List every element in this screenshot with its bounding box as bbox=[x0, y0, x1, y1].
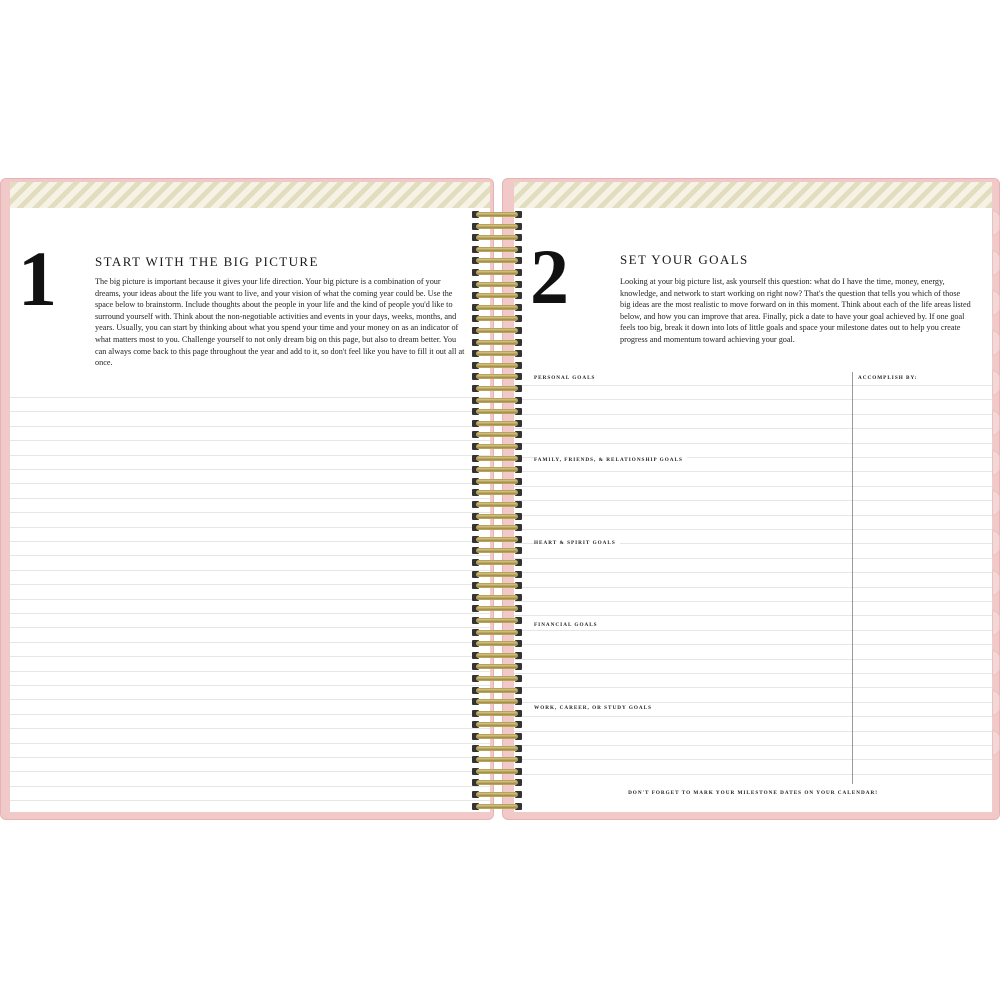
spiral-coil bbox=[472, 442, 522, 451]
writing-line bbox=[10, 627, 490, 628]
writing-line bbox=[514, 615, 992, 616]
spiral-coil bbox=[472, 314, 522, 323]
spiral-coil bbox=[472, 570, 522, 579]
spiral-coil bbox=[472, 616, 522, 625]
spiral-coil bbox=[472, 500, 522, 509]
writing-line bbox=[514, 486, 992, 487]
writing-line bbox=[10, 800, 490, 801]
spiral-coil bbox=[472, 338, 522, 347]
spiral-coil bbox=[472, 628, 522, 637]
writing-line bbox=[514, 443, 992, 444]
section-label-personal: PERSONAL GOALS bbox=[534, 375, 599, 381]
step-number: 2 bbox=[530, 233, 569, 320]
writing-line bbox=[10, 411, 490, 412]
writing-line bbox=[514, 399, 992, 400]
spiral-coil bbox=[472, 361, 522, 370]
writing-line bbox=[514, 716, 992, 717]
spiral-coil bbox=[472, 790, 522, 799]
writing-line bbox=[514, 587, 992, 588]
writing-line bbox=[10, 397, 490, 398]
writing-line bbox=[10, 599, 490, 600]
spiral-coil bbox=[472, 268, 522, 277]
spiral-coil bbox=[472, 291, 522, 300]
writing-line bbox=[10, 728, 490, 729]
spiral-coil bbox=[472, 778, 522, 787]
spiral-coil bbox=[472, 651, 522, 660]
divider-tab[interactable] bbox=[992, 650, 1000, 676]
writing-line bbox=[514, 702, 992, 703]
writing-line bbox=[10, 642, 490, 643]
writing-line bbox=[10, 613, 490, 614]
spiral-coil bbox=[472, 732, 522, 741]
divider-tab[interactable] bbox=[992, 690, 1000, 716]
writing-line bbox=[10, 685, 490, 686]
writing-line bbox=[514, 572, 992, 573]
spiral-coil bbox=[472, 210, 522, 219]
spiral-coil bbox=[472, 686, 522, 695]
section-label-heart: HEART & SPIRIT GOALS bbox=[534, 540, 620, 546]
spiral-coil bbox=[472, 639, 522, 648]
writing-line bbox=[10, 426, 490, 427]
writing-line bbox=[514, 471, 992, 472]
spiral-coil bbox=[472, 662, 522, 671]
right-page bbox=[514, 182, 992, 812]
writing-line bbox=[514, 644, 992, 645]
left-page bbox=[10, 182, 490, 812]
divider-tab[interactable] bbox=[992, 370, 1000, 396]
writing-line bbox=[514, 601, 992, 602]
writing-line bbox=[10, 699, 490, 700]
accomplish-by-label: ACCOMPLISH BY: bbox=[858, 375, 918, 381]
spiral-coil bbox=[472, 419, 522, 428]
divider-tab[interactable] bbox=[992, 570, 1000, 596]
writing-line bbox=[514, 529, 992, 530]
spiral-coil bbox=[472, 349, 522, 358]
spiral-coil bbox=[472, 767, 522, 776]
divider-tab[interactable] bbox=[992, 290, 1000, 316]
writing-line bbox=[10, 455, 490, 456]
spiral-coil bbox=[472, 593, 522, 602]
writing-line bbox=[514, 774, 992, 775]
spiral-coil bbox=[472, 720, 522, 729]
writing-line bbox=[10, 714, 490, 715]
writing-line bbox=[514, 659, 992, 660]
spiral-coil bbox=[472, 430, 522, 439]
spiral-coil bbox=[472, 744, 522, 753]
writing-line bbox=[514, 673, 992, 674]
page-title: SET YOUR GOALS bbox=[620, 252, 749, 267]
section-label-family: FAMILY, FRIENDS, & RELATIONSHIP GOALS bbox=[534, 457, 687, 463]
divider-tab[interactable] bbox=[992, 210, 1000, 236]
divider-tab[interactable] bbox=[992, 410, 1000, 436]
writing-line bbox=[10, 656, 490, 657]
writing-line bbox=[10, 483, 490, 484]
writing-line bbox=[514, 515, 992, 516]
divider-tabs bbox=[992, 210, 1000, 810]
writing-line bbox=[10, 555, 490, 556]
spiral-coil bbox=[472, 709, 522, 718]
writing-line bbox=[10, 469, 490, 470]
spiral-coil bbox=[472, 674, 522, 683]
writing-line bbox=[514, 731, 992, 732]
writing-line bbox=[10, 440, 490, 441]
page-title: START WITH THE BIG PICTURE bbox=[95, 254, 319, 269]
divider-tab[interactable] bbox=[992, 490, 1000, 516]
writing-line bbox=[10, 584, 490, 585]
spiral-coil bbox=[472, 396, 522, 405]
section-label-financial: FINANCIAL GOALS bbox=[534, 622, 602, 628]
writing-line bbox=[10, 786, 490, 787]
writing-line bbox=[10, 512, 490, 513]
spiral-coil bbox=[472, 245, 522, 254]
divider-tab[interactable] bbox=[992, 450, 1000, 476]
spiral-coil bbox=[472, 697, 522, 706]
writing-line bbox=[514, 558, 992, 559]
spiral-coil bbox=[472, 454, 522, 463]
writing-line bbox=[514, 745, 992, 746]
divider-tab[interactable] bbox=[992, 610, 1000, 636]
writing-line bbox=[514, 687, 992, 688]
spiral-coil bbox=[472, 488, 522, 497]
spiral-coil bbox=[472, 477, 522, 486]
spiral-coil bbox=[472, 512, 522, 521]
spiral-coil bbox=[472, 558, 522, 567]
spiral-coil bbox=[472, 326, 522, 335]
spiral-coil bbox=[472, 384, 522, 393]
spiral-coil bbox=[472, 546, 522, 555]
spiral-coil bbox=[472, 280, 522, 289]
writing-line bbox=[514, 414, 992, 415]
spiral-coil bbox=[472, 233, 522, 242]
intro-paragraph: Looking at your big picture list, ask yourself this question: what do I have the time, money, energy, knowledge, and network to start working on right now? That's the question that tells you which of those big ideas are the most realistic to move forward on in this moment. Think about each of the life areas listed below, and how you can improve that area. Finally, pick a date to have your goal achieved by. If one goal feels too big, break it down into lots of little goals and space your milestone dates out to help you create progress and momentum toward achieving your goal. bbox=[620, 277, 971, 344]
divider-tab[interactable] bbox=[992, 330, 1000, 356]
spiral-coil bbox=[472, 465, 522, 474]
divider-tab[interactable] bbox=[992, 730, 1000, 756]
writing-line bbox=[10, 771, 490, 772]
step-number: 1 bbox=[18, 235, 57, 322]
spiral-coil bbox=[472, 372, 522, 381]
spiral-coil bbox=[472, 802, 522, 811]
writing-line bbox=[10, 757, 490, 758]
spiral-coil bbox=[472, 604, 522, 613]
spiral-coil bbox=[472, 303, 522, 312]
spiral-coil bbox=[472, 581, 522, 590]
writing-line bbox=[10, 541, 490, 542]
divider-tab[interactable] bbox=[992, 530, 1000, 556]
writing-line bbox=[514, 630, 992, 631]
section-label-work: WORK, CAREER, OR STUDY GOALS bbox=[534, 705, 656, 711]
spiral-coil bbox=[472, 523, 522, 532]
spiral-coil bbox=[472, 407, 522, 416]
writing-line bbox=[10, 527, 490, 528]
spiral-coil bbox=[472, 535, 522, 544]
writing-line bbox=[10, 570, 490, 571]
spiral-coil bbox=[472, 222, 522, 231]
writing-line bbox=[514, 385, 992, 386]
spiral-coil bbox=[472, 256, 522, 265]
divider-tab[interactable] bbox=[992, 250, 1000, 276]
writing-line bbox=[514, 428, 992, 429]
writing-line bbox=[514, 500, 992, 501]
spiral-binding bbox=[472, 210, 522, 810]
milestone-footnote: DON'T FORGET TO MARK YOUR MILESTONE DATES ON YOUR CALENDAR! bbox=[628, 790, 878, 796]
accomplish-divider bbox=[852, 372, 853, 784]
writing-line bbox=[514, 759, 992, 760]
writing-line bbox=[10, 671, 490, 672]
writing-line bbox=[10, 498, 490, 499]
writing-line bbox=[10, 743, 490, 744]
intro-paragraph: The big picture is important because it gives your life direction. Your big picture is a combination of your dreams, your ideas about the life you want to live, and your vision of what the coming year could be. Use the space below to brainstorm. Include thoughts about the people in your life and the kind of people you'd like to surround yourself with. Think about the non-negotiable activities and events in your days, weeks, months, and years. Usually, you can start by thinking about what you spend your time and your money on as an indicator of what matters most to you. Challenge yourself to not only dream big on this page, but also to dream better. You can always come back to this page throughout the year and add to it, so don't feel like you have to fill it out all at once. bbox=[95, 277, 465, 368]
spiral-coil bbox=[472, 755, 522, 764]
